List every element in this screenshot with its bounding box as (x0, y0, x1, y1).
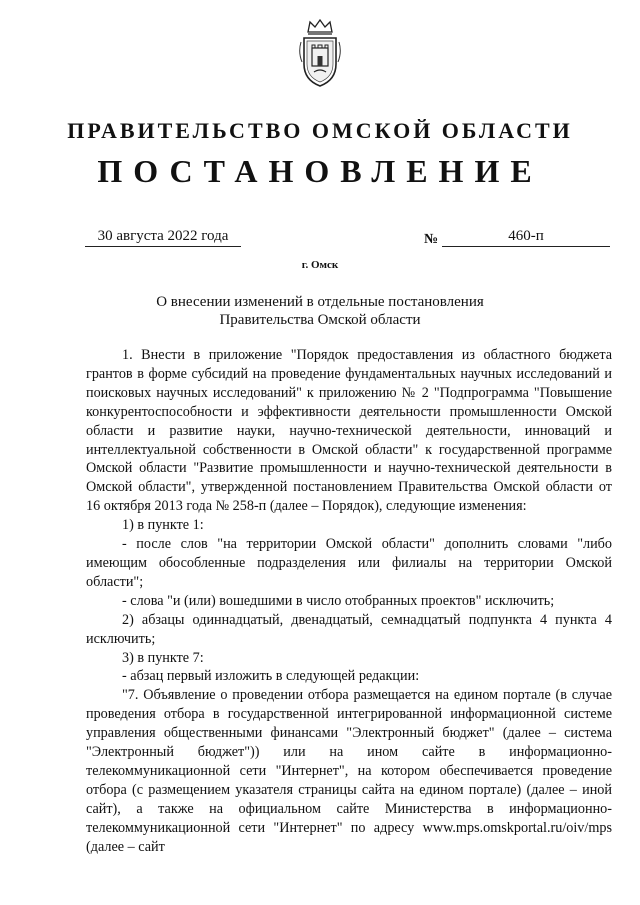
body-paragraph: 1) в пункте 1: (122, 517, 204, 534)
document-body (86, 346, 612, 856)
document-subject (100, 293, 540, 329)
body-paragraph: - слова "и (или) вошедшими в число отобранных проектов" исключить; (122, 592, 555, 609)
city-label: г. Омск (301, 259, 339, 271)
body-paragraph: 3) в пункте 7: (122, 649, 204, 666)
body-paragraph: 2) абзацы одиннадцатый, двенадцатый, семнадцатый подпункта 4 пункта 4 исключить; (86, 611, 612, 647)
coat-of-arms-emblem (298, 18, 342, 88)
document-number: 460-п (442, 228, 610, 247)
subject-line: О внесении изменений в отдельные постановления (156, 294, 484, 310)
omsk-emblem-icon (298, 18, 342, 88)
subject-line: Правительства Омской области (219, 312, 421, 328)
organization-title: ПРАВИТЕЛЬСТВО ОМСКОЙ ОБЛАСТИ (67, 118, 573, 143)
number-sign: № (424, 232, 439, 247)
body-paragraph: "7. Объявление о проведении отбора размещается на едином портале (в случае проведения отбора в государственной интегрированной информационной системе управления общественными финансами "Электронный бюджет" (далее – система "Электронный бюджет")) или на ином сайте в информационно-телекоммуникационной сети "Интернет", на котором обеспечивается проведение отбора (с размещением указателя страницы сайта на едином портале) (далее – иной сайт), а также на официальном сайте Министерства в информационно-телекоммуникационной сети "Интернет" по адресу www.mps.omskportal.ru/oiv/mps (далее – сайт (86, 687, 612, 855)
body-paragraph: 1. Внести в приложение "Порядок предоставления из областного бюджета грантов в форме субсидий на проведение фундаментальных научных исследований и поисковых научных исследований" к приложению № 2 "Подпрограмма "Повышение конкурентоспособности и эффективности деятельности промышленности Омской области и развитие науки, научно-технической деятельности, инноваций и интеллектуальной собственности в Омской области" к государственной программе Омской области "Развитие промышленности и научно-технической деятельности в Омской области", утвержденной постановлением Правительства Омской области от 16 октября 2013 года № 258-п (далее – Порядок), следующие изменения: (86, 347, 612, 515)
body-paragraph: - абзац первый изложить в следующей редакции: (122, 668, 420, 685)
document-type-title: ПОСТАНОВЛЕНИЕ (97, 153, 543, 189)
document-date: 30 августа 2022 года (85, 228, 241, 247)
body-paragraph: - после слов "на территории Омской области" дополнить словами "либо имеющим обособленные подразделения или филиалы на территории Омской области"; (86, 536, 612, 590)
